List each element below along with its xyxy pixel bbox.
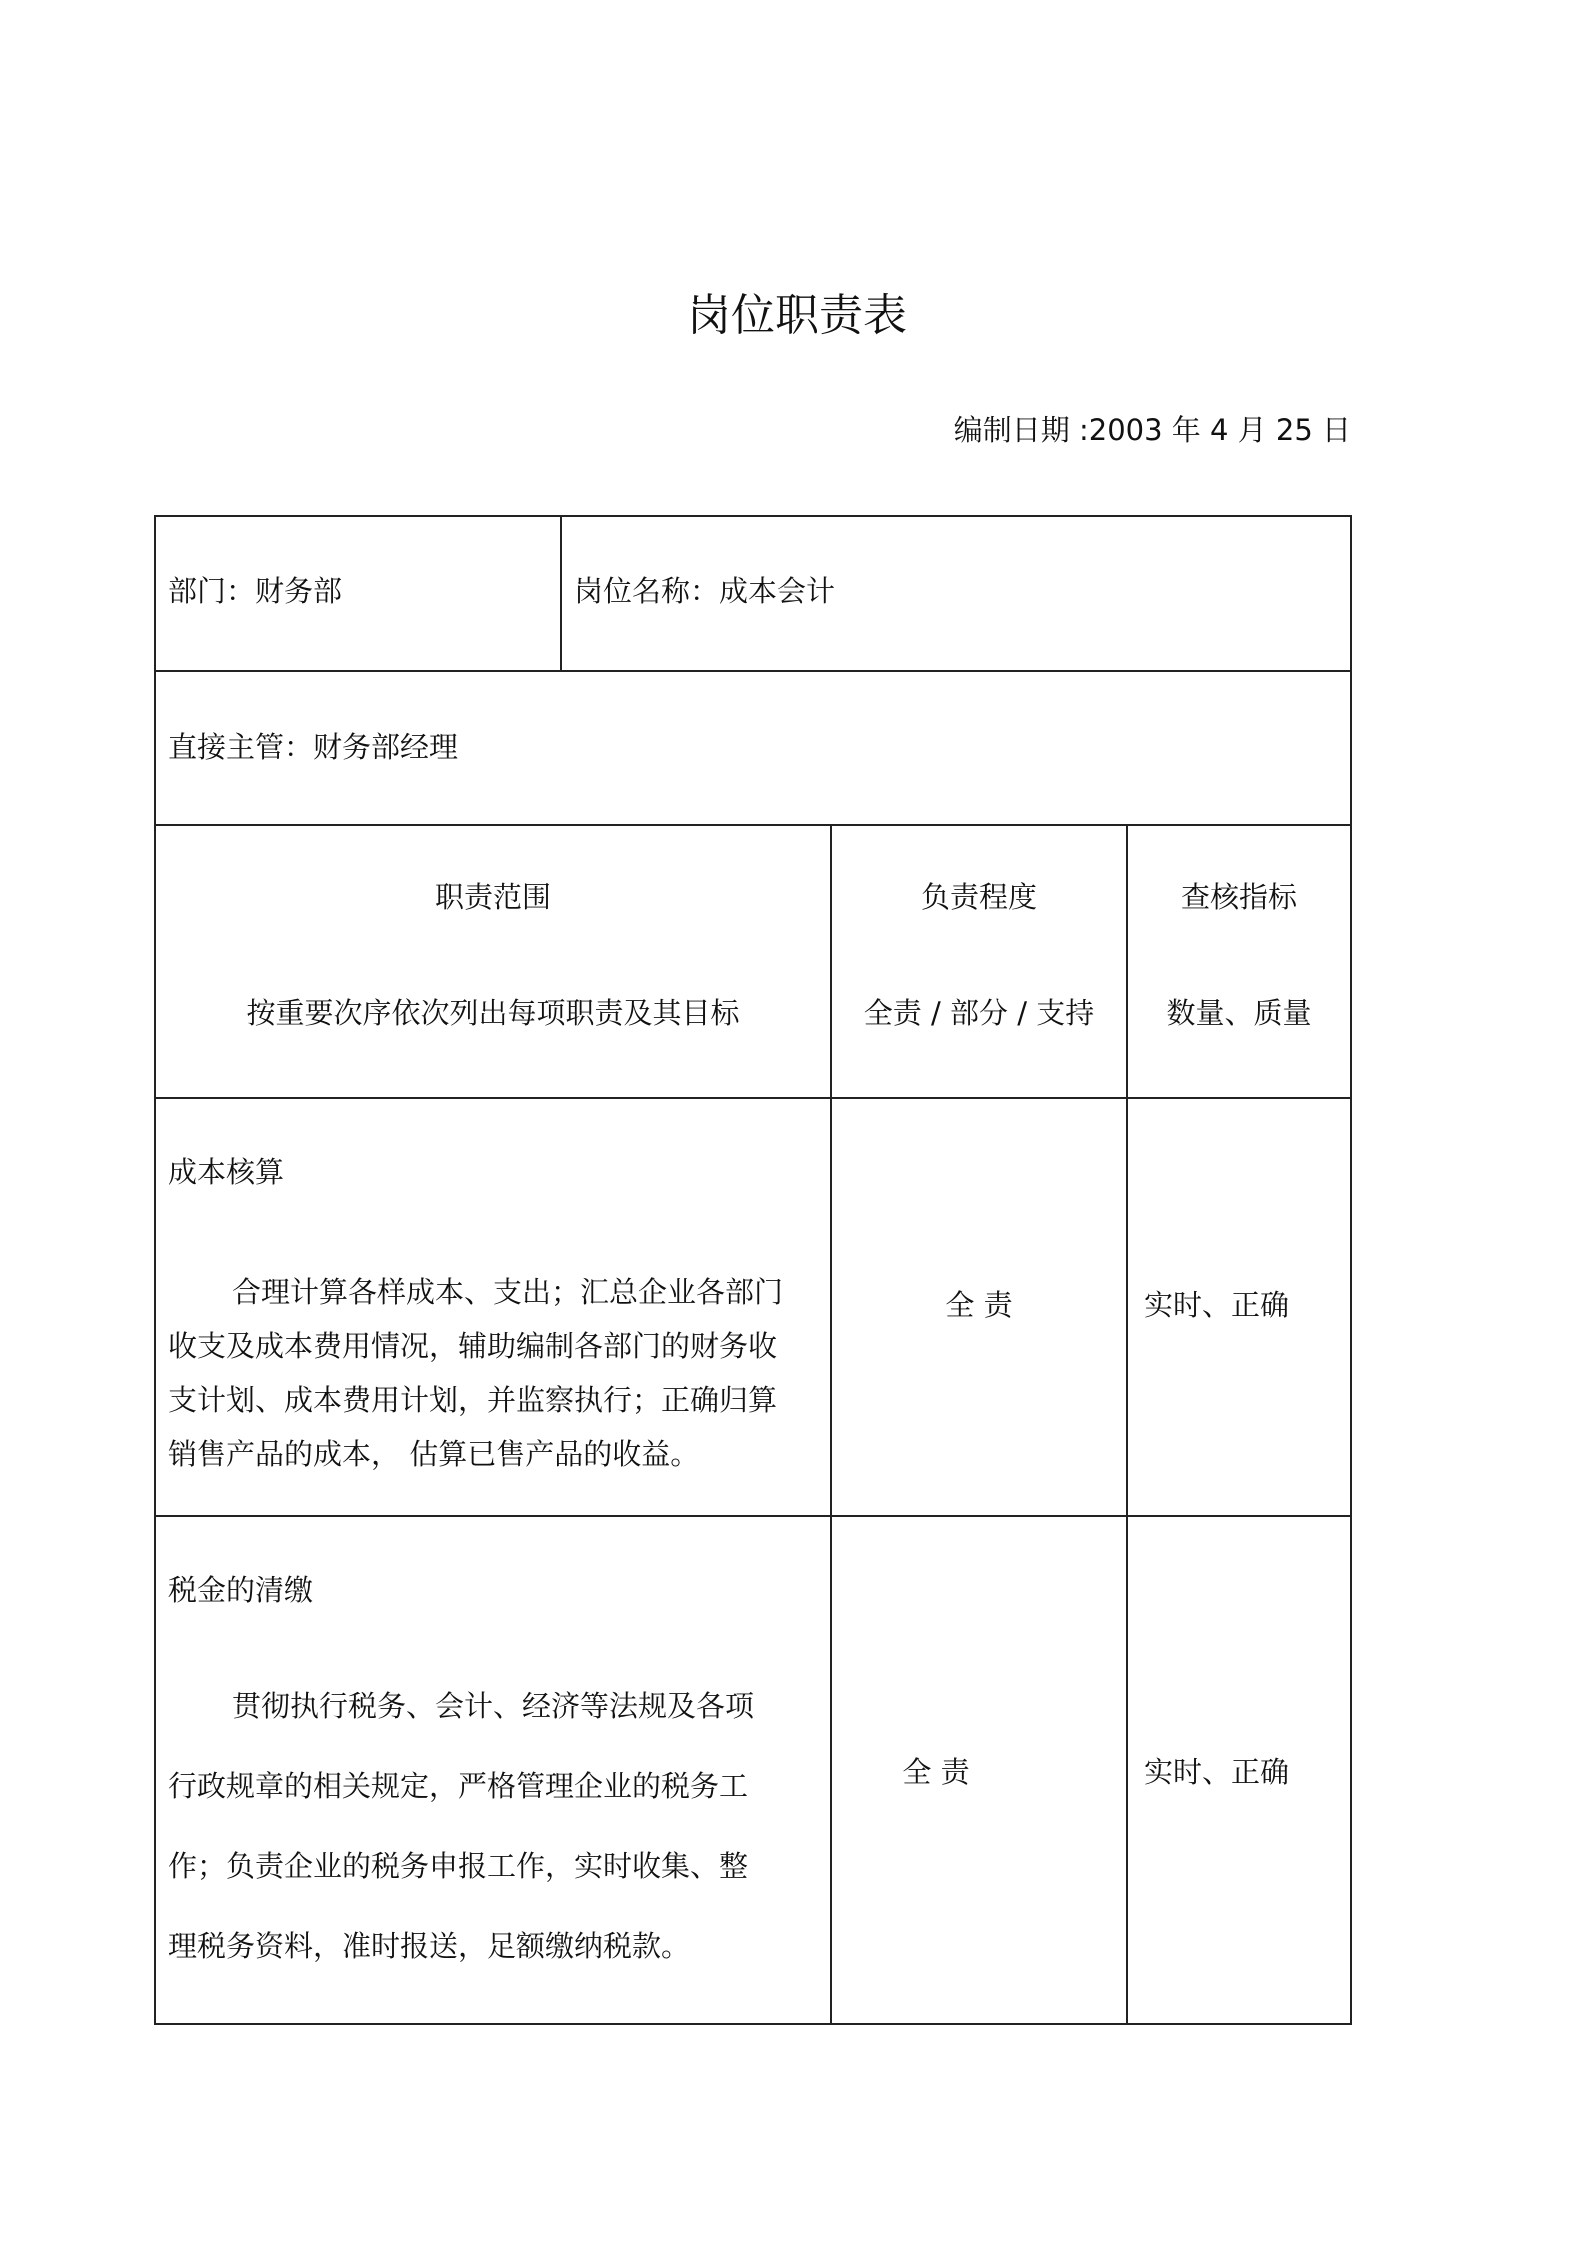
duty-line: 贯彻执行税务、会计、经济等法规及各项 bbox=[232, 1689, 755, 1723]
row-divider bbox=[156, 670, 1350, 672]
index-note: 数量、质量 bbox=[1166, 996, 1312, 1030]
job-duty-form bbox=[154, 515, 1352, 2025]
row-divider bbox=[156, 1097, 1350, 1099]
duty-line: 收支及成本费用情况，辅助编制各部门的财务收 bbox=[168, 1329, 778, 1363]
duty-line: 作；负责企业的税务申报工作，实时收集、整 bbox=[168, 1849, 749, 1883]
duty-name: 成本核算 bbox=[168, 1155, 285, 1189]
duty-line: 销售产品的成本， 估算已售产品的收益。 bbox=[168, 1437, 700, 1471]
column-divider bbox=[560, 517, 562, 670]
duty-name: 税金的清缴 bbox=[168, 1573, 314, 1607]
duty-degree: 全 责 bbox=[945, 1288, 1013, 1322]
compile-date: 编制日期 :2003 年 4 月 25 日 bbox=[953, 413, 1351, 447]
duty-line: 合理计算各样成本、支出；汇总企业各部门 bbox=[232, 1275, 784, 1309]
duty-degree: 全 责 bbox=[902, 1755, 970, 1789]
page-title: 岗位职责表 bbox=[687, 290, 907, 341]
duty-description bbox=[168, 1265, 783, 1481]
position-cell: 岗位名称：成本会计 bbox=[574, 574, 836, 608]
department-cell: 部门：财务部 bbox=[168, 574, 343, 608]
degree-header: 负责程度 bbox=[920, 880, 1037, 914]
index-header: 查核指标 bbox=[1180, 880, 1297, 914]
duty-line: 行政规章的相关规定，严格管理企业的税务工 bbox=[168, 1769, 749, 1803]
duty-line: 理税务资料，准时报送，足额缴纳税款。 bbox=[168, 1929, 691, 1963]
duty-description bbox=[168, 1666, 754, 1986]
duty-index: 实时、正确 bbox=[1144, 1288, 1290, 1322]
scope-header: 职责范围 bbox=[434, 880, 551, 914]
row-divider bbox=[156, 1515, 1350, 1517]
degree-note: 全责 / 部分 / 支持 bbox=[863, 996, 1095, 1030]
duty-index: 实时、正确 bbox=[1144, 1755, 1290, 1789]
row-divider bbox=[156, 824, 1350, 826]
supervisor-cell: 直接主管：财务部经理 bbox=[168, 730, 459, 764]
scope-note: 按重要次序依次列出每项职责及其目标 bbox=[246, 996, 740, 1030]
duty-line: 支计划、成本费用计划，并监察执行；正确归算 bbox=[168, 1383, 778, 1417]
